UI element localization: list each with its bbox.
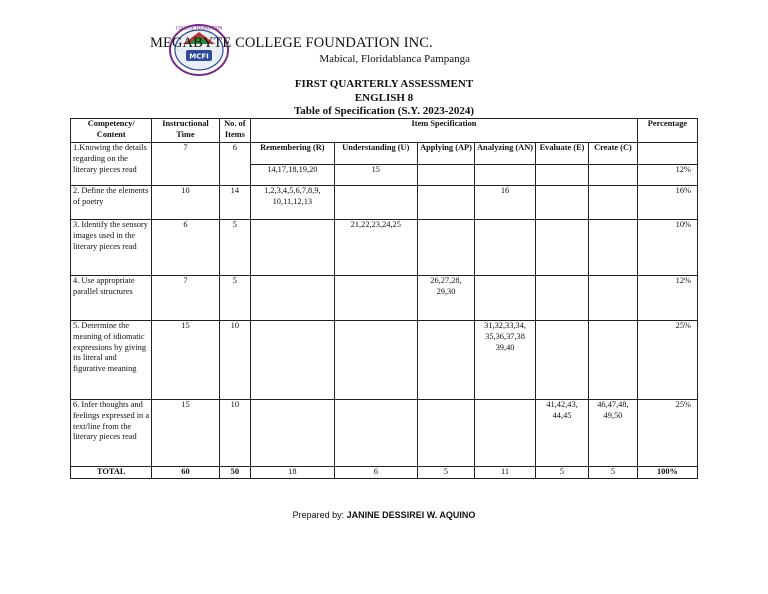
total-time: 60 — [152, 467, 219, 479]
cell-empty — [637, 143, 697, 165]
cell-remembering — [251, 400, 334, 467]
cell-remembering: 1,2,3,4,5,6,7,8,9, 10,11,12,13 — [251, 186, 334, 220]
table-row — [71, 143, 698, 165]
cell-analyzing: 31,32,33,34, 35,36,37,38 39,40 — [475, 321, 536, 400]
cell-items: 10 — [219, 400, 251, 467]
cell-competency: 5. Determine the meaning of idiomatic expressions by giving its literal and figurative meaning — [71, 321, 152, 400]
cell-items: 10 — [219, 321, 251, 400]
cell-analyzing — [475, 276, 536, 321]
total-remembering: 18 — [251, 467, 334, 479]
preparer-name: JANINE DESSIREI W. AQUINO — [346, 510, 476, 520]
cell-analyzing — [475, 400, 536, 467]
cell-create — [588, 276, 637, 321]
cell-competency: 1.Knowing the details regarding on the literary pieces read — [71, 143, 152, 186]
cell-remembering: 14,17,18,19,20 — [251, 165, 334, 186]
cell-items: 5 — [219, 220, 251, 276]
cell-understanding — [334, 321, 417, 400]
cell-time: 6 — [152, 220, 219, 276]
header-item-specification: Item Specification — [251, 119, 638, 143]
total-percentage: 100% — [637, 467, 697, 479]
cell-understanding — [334, 186, 417, 220]
svg-text:COLLEGE FOUNDATION: COLLEGE FOUNDATION — [175, 25, 223, 31]
total-create: 5 — [588, 467, 637, 479]
cell-analyzing — [475, 220, 536, 276]
cell-applying — [418, 321, 475, 400]
cell-time: 7 — [152, 143, 219, 186]
cell-time: 15 — [152, 400, 219, 467]
cell-competency: 4. Use appropriate parallel structures — [71, 276, 152, 321]
cell-remembering — [251, 321, 334, 400]
header-understanding: Understanding (U) — [334, 143, 417, 165]
header-create: Create (C) — [588, 143, 637, 165]
assessment-title: FIRST QUARTERLY ASSESSMENT — [294, 78, 474, 90]
cell-create — [588, 165, 637, 186]
cell-evaluate — [536, 276, 589, 321]
total-label: TOTAL — [71, 467, 152, 479]
total-row — [71, 467, 698, 479]
cell-percentage: 12% — [637, 276, 697, 321]
cell-understanding — [334, 400, 417, 467]
cell-create — [588, 186, 637, 220]
header-analyzing: Analyzing (AN) — [475, 143, 536, 165]
header-no-of-items: No. of Items — [219, 119, 251, 143]
cell-analyzing: 16 — [475, 186, 536, 220]
prepared-by — [0, 510, 768, 520]
cell-create: 46,47,48, 49,50 — [588, 400, 637, 467]
tos-title: Table of Specification (S.Y. 2023-2024) — [293, 105, 475, 117]
svg-text:MCFI: MCFI — [189, 52, 209, 61]
cell-time: 15 — [152, 321, 219, 400]
total-analyzing: 11 — [475, 467, 536, 479]
cell-understanding — [334, 276, 417, 321]
cell-items: 14 — [219, 186, 251, 220]
table-row — [71, 186, 698, 220]
document-titles — [0, 78, 768, 119]
header-applying: Applying (AP) — [418, 143, 475, 165]
cell-create — [588, 321, 637, 400]
table-row — [71, 276, 698, 321]
cell-evaluate — [536, 165, 589, 186]
header-instructional-time: Instructional Time — [152, 119, 219, 143]
cell-applying — [418, 220, 475, 276]
cell-applying: 26,27,28, 29,30 — [418, 276, 475, 321]
cell-applying — [418, 400, 475, 467]
cell-percentage: 25% — [637, 321, 697, 400]
cell-percentage: 12% — [637, 165, 697, 186]
cell-create — [588, 220, 637, 276]
cell-items: 5 — [219, 276, 251, 321]
cell-evaluate — [536, 220, 589, 276]
cell-evaluate — [536, 186, 589, 220]
cell-evaluate — [536, 321, 589, 400]
cell-percentage: 16% — [637, 186, 697, 220]
header-percentage: Percentage — [637, 119, 697, 143]
table-row — [71, 321, 698, 400]
cell-applying — [418, 186, 475, 220]
cell-understanding: 15 — [334, 165, 417, 186]
cell-competency: 3. Identify the sensory images used in the literary pieces read — [71, 220, 152, 276]
cell-time: 7 — [152, 276, 219, 321]
header-remembering: Remembering (R) — [251, 143, 334, 165]
total-applying: 5 — [418, 467, 475, 479]
prepared-by-label: Prepared by: — [292, 510, 345, 520]
cell-remembering — [251, 220, 334, 276]
cell-competency: 6. Infer thoughts and feelings expressed in a text/line from the literary pieces read — [71, 400, 152, 467]
cell-items: 6 — [219, 143, 251, 186]
cell-understanding: 21,22,23,24,25 — [334, 220, 417, 276]
cell-applying — [418, 165, 475, 186]
total-evaluate: 5 — [536, 467, 589, 479]
cell-analyzing — [475, 165, 536, 186]
cell-competency: 2. Define the elements of poetry — [71, 186, 152, 220]
cell-percentage: 10% — [637, 220, 697, 276]
total-items: 50 — [219, 467, 251, 479]
total-understanding: 6 — [334, 467, 417, 479]
specification-table — [70, 118, 698, 479]
cell-time: 10 — [152, 186, 219, 220]
subject-title: ENGLISH 8 — [354, 91, 414, 104]
table-row — [71, 400, 698, 467]
cell-remembering — [251, 276, 334, 321]
cell-percentage: 25% — [637, 400, 697, 467]
header-competency: Competency/ Content — [71, 119, 152, 143]
school-address: Mabical, Floridablanca Pampanga — [319, 53, 470, 65]
table-row — [71, 220, 698, 276]
header-evaluate: Evaluate (E) — [536, 143, 589, 165]
cell-evaluate: 41,42,43, 44,45 — [536, 400, 589, 467]
school-name: MEGABYTE COLLEGE FOUNDATION INC. — [150, 35, 433, 51]
